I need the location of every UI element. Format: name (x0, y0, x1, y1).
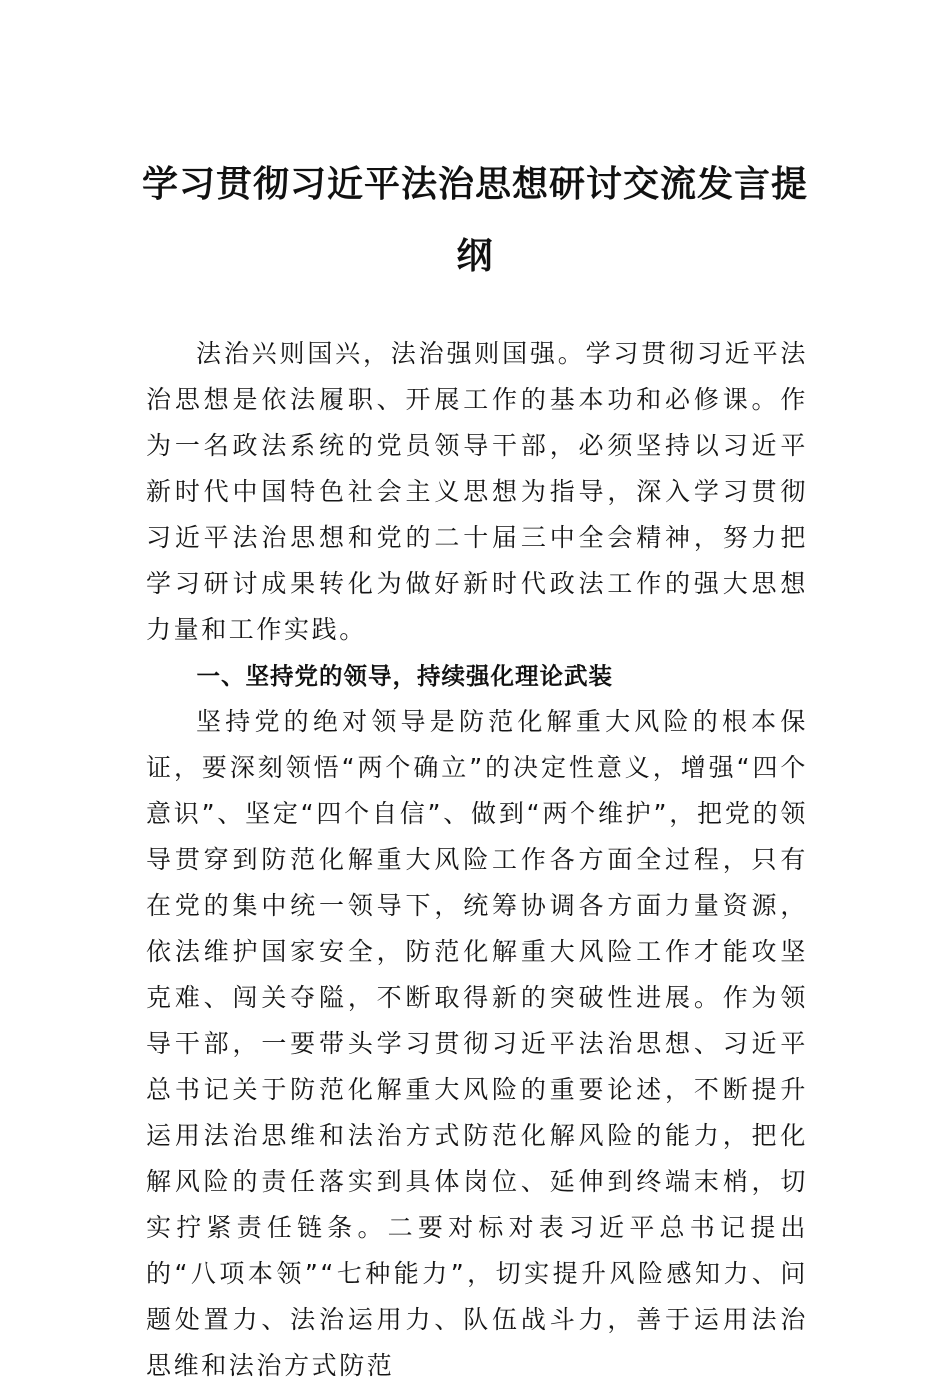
document-body (146, 331, 808, 1389)
title-line-2: 纲 (456, 235, 494, 277)
intro-paragraph: 法治兴则国兴，法治强则国强。学习贯彻习近平法治思想是依法履职、开展工作的基本功和必修课。作为一名政法系统的党员领导干部，必须坚持以习近平新时代中国特色社会主义思想为指导，深入学习贯彻习近平法治思想和党的二十届三中全会精神，努力把学习研讨成果转化为做好新时代政法工作的强大思想力量和工作实践。 (146, 339, 808, 644)
section-heading-1: 一、坚持党的领导，持续强化理论武装 (196, 662, 614, 690)
title-line-1: 学习贯彻习近平法治思想研讨交流发言提 (141, 163, 808, 205)
section-1-paragraph: 坚持党的绝对领导是防范化解重大风险的根本保证，要深刻领悟“两个确立”的决定性意义，增强“四个意识”、坚定“四个自信”、做到“两个维护”，把党的领导贯穿到防范化解重大风险工作各方面全过程，只有在党的集中统一领导下，统筹协调各方面力量资源，依法维护国家安全，防范化解重大风险工作才能攻坚克难、闯关夺隘，不断取得新的突破性进展。作为领导干部，一要带头学习贯彻习近平法治思想、习近平总书记关于防范化解重大风险的重要论述，不断提升运用法治思维和法治方式防范化解风险的能力，把化解风险的责任落实到具体岗位、延伸到终端末梢，切实拧紧责任链条。二要对标对表习近平总书记提出的“八项本领”“七种能力”，切实提升风险感知力、问题处置力、法治运用力、队伍战斗力，善于运用法治思维和法治方式防范 (146, 707, 808, 1380)
document-title (140, 148, 810, 292)
